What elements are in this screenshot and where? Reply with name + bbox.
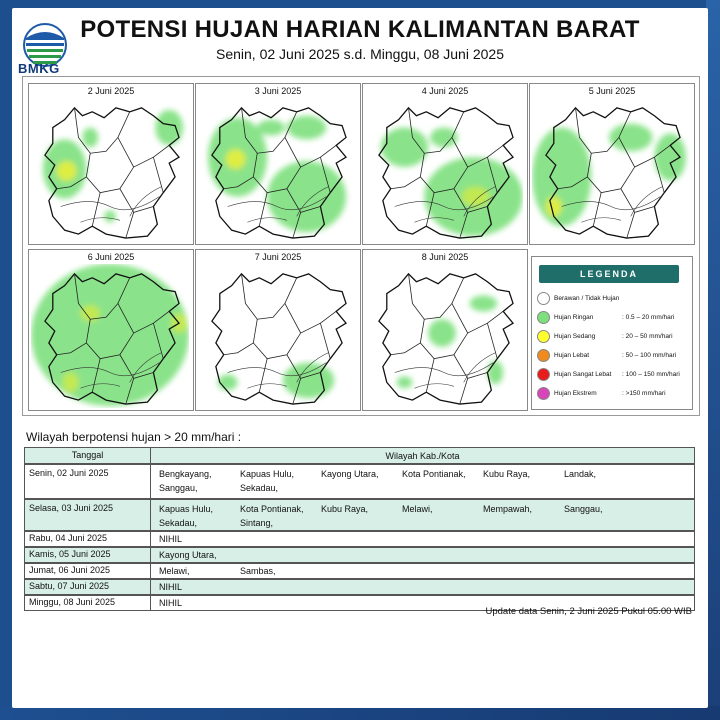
legend-range: : 0.5 – 20 mm/hari: [622, 314, 675, 321]
regency-boundary: [259, 193, 267, 227]
map-panel: [28, 83, 194, 245]
map-panel: [529, 83, 695, 245]
legend-item: [537, 386, 687, 402]
background-stripe-bottom: [0, 706, 720, 720]
table-row: [24, 499, 695, 531]
table-row: [24, 563, 695, 579]
legend-label: Hujan Lebat: [554, 352, 590, 359]
rain-area: [104, 210, 116, 222]
regency-boundary: [426, 359, 434, 393]
table-row: [24, 579, 695, 595]
legend-range: : 100 – 150 mm/hari: [622, 371, 680, 378]
regency-boundary: [259, 359, 267, 393]
legend: [531, 256, 693, 410]
regency-boundary: [593, 193, 601, 227]
legend-label: Hujan Sedang: [554, 333, 596, 340]
area-name: Kapuas Hulu,: [240, 469, 295, 479]
area-name: Sambas,: [240, 566, 276, 576]
legend-swatch: [537, 311, 550, 324]
legend-item: [537, 348, 687, 364]
area-name: Kota Pontianak,: [402, 469, 466, 479]
rain-area: [532, 128, 591, 227]
table-row: [24, 547, 695, 563]
row-areas: [151, 548, 694, 562]
province-map: [31, 98, 189, 242]
regency-boundary: [74, 108, 129, 153]
river: [61, 197, 160, 210]
map-panel: [195, 83, 361, 245]
rain-area: [428, 319, 456, 347]
regency-boundary: [391, 177, 421, 189]
map-date-label: 8 Juni 2025: [421, 252, 469, 262]
rain-area: [82, 128, 98, 148]
update-timestamp: Update data Senin, 2 Juni 2025 Pukul 05.00 WIB: [485, 606, 692, 617]
province-map: [198, 264, 356, 408]
regency-boundary: [224, 343, 254, 355]
rain-area: [267, 161, 346, 232]
row-areas: [151, 580, 694, 594]
infographic-card: [12, 8, 708, 708]
row-date: Minggu, 08 Juni 2025: [25, 596, 151, 610]
regency-boundary: [92, 193, 100, 227]
area-name: Kayong Utara,: [321, 469, 379, 479]
regency-boundary: [153, 157, 163, 193]
regency-boundary: [487, 323, 497, 359]
rain-area: [430, 128, 458, 148]
province-map: [365, 264, 523, 408]
legend-item: [537, 310, 687, 326]
river: [414, 384, 453, 389]
regency-boundary: [408, 274, 463, 319]
legend-label: Hujan Ringan: [554, 314, 594, 321]
area-name: Kubu Raya,: [321, 504, 369, 514]
regency-boundary: [621, 189, 655, 213]
province-map: [198, 98, 356, 242]
area-name: Melawi,: [402, 504, 433, 514]
area-name: NIHIL: [159, 598, 183, 608]
row-areas: [151, 465, 694, 498]
section-label: Wilayah berpotensi hujan > 20 mm/hari :: [26, 430, 242, 444]
legend-swatch: [537, 292, 550, 305]
legend-swatch: [537, 349, 550, 362]
map-panel: [362, 83, 528, 245]
map-panel: [28, 249, 194, 411]
area-name: Sintang,: [240, 518, 274, 528]
legend-item: [537, 367, 687, 383]
rain-area: [546, 197, 562, 217]
legend-label: Berawan / Tidak Hujan: [554, 295, 620, 302]
regency-boundary: [301, 311, 337, 333]
map-date-label: 3 Juni 2025: [254, 86, 302, 96]
rain-area: [462, 187, 490, 207]
row-date: Kamis, 05 Juni 2025: [25, 548, 151, 562]
map-date-label: 2 Juni 2025: [87, 86, 135, 96]
river: [247, 384, 286, 389]
header-areas: Wilayah Kab./Kota: [385, 451, 460, 461]
rain-area: [257, 120, 285, 136]
province-map: [532, 98, 690, 242]
legend-swatch: [537, 330, 550, 343]
area-name: NIHIL: [159, 582, 183, 592]
rain-area: [397, 376, 413, 388]
page-title: POTENSI HUJAN HARIAN KALIMANTAN BARAT: [80, 16, 640, 43]
river: [395, 363, 494, 376]
area-name: Sekadau,: [240, 483, 279, 493]
row-areas: [151, 564, 694, 578]
map-date-label: 4 Juni 2025: [421, 86, 469, 96]
area-name: Sanggau,: [159, 483, 198, 493]
legend-swatch: [537, 368, 550, 381]
legend-range: : >150 mm/hari: [622, 390, 666, 397]
rain-area: [381, 128, 428, 167]
rain-area: [287, 116, 326, 140]
regency-boundary: [120, 189, 154, 213]
maps-grid: [22, 76, 700, 416]
background-stripe-right: [706, 0, 720, 720]
area-name: Kota Pontianak,: [240, 504, 304, 514]
row-date: Jumat, 06 Juni 2025: [25, 564, 151, 578]
rain-area: [470, 296, 498, 312]
area-name: Sekadau,: [159, 518, 198, 528]
regency-boundary: [454, 355, 488, 379]
province-map: [365, 98, 523, 242]
area-name: Kubu Raya,: [483, 469, 531, 479]
regency-boundary: [391, 343, 421, 355]
row-date: Sabtu, 07 Juni 2025: [25, 580, 151, 594]
row-areas: [151, 500, 694, 530]
regency-boundary: [241, 274, 296, 319]
legend-title: LEGENDA: [539, 265, 679, 283]
table-header-row: [24, 447, 695, 464]
map-panel: [362, 249, 528, 411]
map-date-label: 7 Juni 2025: [254, 252, 302, 262]
legend-item: [537, 329, 687, 345]
rain-area: [226, 149, 246, 169]
legend-label: Hujan Sangat Lebat: [554, 371, 612, 378]
map-date-label: 5 Juni 2025: [588, 86, 636, 96]
regency-boundary: [253, 303, 300, 358]
rain-area: [57, 161, 77, 181]
map-panel: [195, 249, 361, 411]
rain-area: [283, 363, 334, 399]
page-subtitle: Senin, 02 Juni 2025 s.d. Minggu, 08 Juni 2025: [216, 46, 504, 62]
row-date: Rabu, 04 Juni 2025: [25, 532, 151, 546]
row-date: Senin, 02 Juni 2025: [25, 465, 151, 498]
logo-text: BMKG: [18, 61, 60, 76]
legend-range: : 20 – 50 mm/hari: [622, 333, 673, 340]
area-name: Kapuas Hulu,: [159, 504, 214, 514]
regency-boundary: [320, 323, 330, 359]
area-name: Kayong Utara,: [159, 550, 217, 560]
legend-range: : 50 – 100 mm/hari: [622, 352, 677, 359]
legend-label: Hujan Ekstrem: [554, 390, 597, 397]
area-name: Bengkayang,: [159, 469, 212, 479]
table-row: [24, 531, 695, 547]
river: [581, 218, 620, 223]
rain-area: [609, 124, 652, 152]
regency-boundary: [134, 145, 170, 167]
regency-boundary: [468, 311, 504, 333]
area-name: NIHIL: [159, 534, 183, 544]
rain-area: [155, 110, 183, 146]
rain-area: [218, 374, 238, 390]
map-date-label: 6 Juni 2025: [87, 252, 135, 262]
row-areas: [151, 532, 694, 546]
area-name: Mempawah,: [483, 504, 533, 514]
area-name: Sanggau,: [564, 504, 603, 514]
table-row: [24, 464, 695, 499]
legend-swatch: [537, 387, 550, 400]
province-map: [31, 264, 189, 408]
area-name: Melawi,: [159, 566, 190, 576]
area-name: Landak,: [564, 469, 597, 479]
rain-area: [63, 372, 79, 392]
row-date: Selasa, 03 Juni 2025: [25, 500, 151, 530]
header-date: Tanggal: [25, 448, 151, 463]
legend-item: [537, 291, 687, 307]
